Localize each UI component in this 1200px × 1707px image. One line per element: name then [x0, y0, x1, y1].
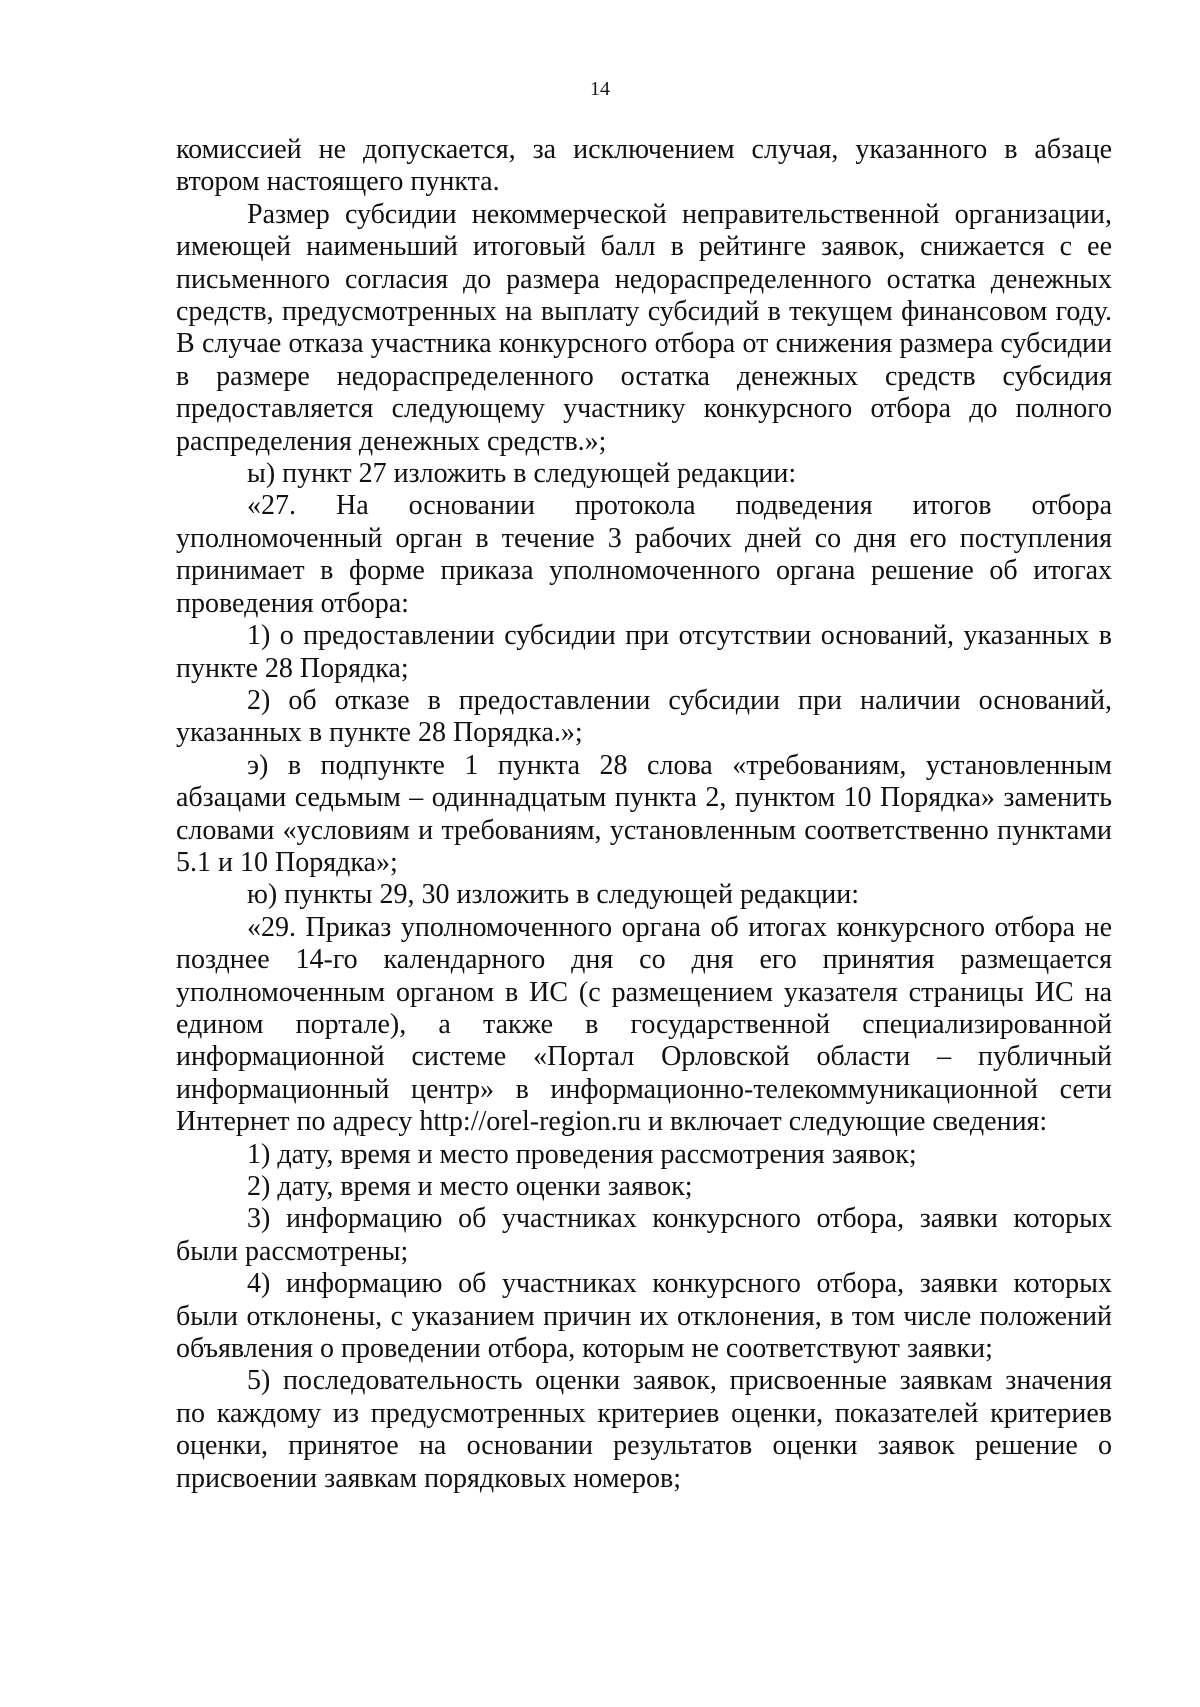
paragraph-clause-27-item-2: 2) об отказе в предоставлении субсидии при наличии оснований, указанных в пункте 28 Порядка.»;: [176, 684, 1112, 749]
document-body: [176, 134, 1112, 1495]
paragraph-amendment-yu: ю) пункты 29, 30 изложить в следующей редакции:: [247, 879, 860, 911]
paragraph-clause-29-item-2: 2) дату, время и место оценки заявок;: [247, 1171, 693, 1202]
paragraph-clause-27-item-1: 1) о предоставлении субсидии при отсутствии оснований, указанных в пункте 28 Порядка;: [176, 620, 1112, 684]
paragraph-clause-29-item-3: 3) информацию об участниках конкурсного отбора, заявки которых были рассмотрены;: [176, 1203, 1112, 1267]
paragraph-continuation: комиссией не допускается, за исключением случая, указанного в абзаце втором настоящего пункта.: [176, 134, 1112, 198]
paragraph-clause-29-item-4: 4) информацию об участниках конкурсного отбора, заявки которых были отклонены, с указанием причин их отклонения, в том числе положений объявления о проведении отбора, которым не соответствуют заявки;: [176, 1268, 1112, 1365]
paragraph-clause-29-item-5: 5) последовательность оценки заявок, присвоенные заявкам значения по каждому из предусмотренных критериев оценки, показателей критериев оценки, принятое на основании результатов оценки заявок решение о присвоении заявкам порядковых номеров;: [176, 1365, 1112, 1494]
paragraph-amendment-e: э) в подпункте 1 пункта 28 слова «требованиям, установленным абзацами седьмым – одиннадцатым пункта 2, пунктом 10 Порядка» заменить словами «условиям и требованиям, установленным соответственно пунктами 5.1 и 10 Порядка»;: [176, 749, 1112, 878]
paragraph-clause-29-item-1: 1) дату, время и место проведения рассмотрения заявок;: [247, 1138, 917, 1170]
paragraph-clause-29: «29. Приказ уполномоченного органа об итогах конкурсного отбора не позднее 14-го календарного дня со дня его принятия размещается уполномоченным органом в ИС (с размещением указателя страницы ИС на едином портале), а также в государственной специализированной информационной системе «Портал Орловской области – публичный информационный центр» в информационно-телекоммуникационной сети Интернет по адресу http://orel-region.ru и включает следующие сведения:: [176, 911, 1112, 1138]
paragraph-subsidy-size: Размер субсидии некоммерческой неправительственной организации, имеющей наименьший итоговый балл в рейтинге заявок, снижается с ее письменного согласия до размера недораспределенного остатка денежных средств, предусмотренных на выплату субсидий в текущем финансовом году. В случае отказа участника конкурсного отбора от снижения размера субсидии в размере недораспределенного остатка денежных средств субсидия предоставляется следующему участнику конкурсного отбора до полного распределения денежных средств.»;: [176, 198, 1112, 457]
paragraph-amendment-y: ы) пункт 27 изложить в следующей редакции:: [247, 458, 797, 490]
paragraph-clause-27: «27. На основании протокола подведения итогов отбора уполномоченный орган в течение 3 рабочих дней со дня его поступления принимает в форме приказа уполномоченного органа решение об итогах проведения отбора:: [176, 490, 1112, 619]
page-number: 14: [590, 78, 610, 100]
